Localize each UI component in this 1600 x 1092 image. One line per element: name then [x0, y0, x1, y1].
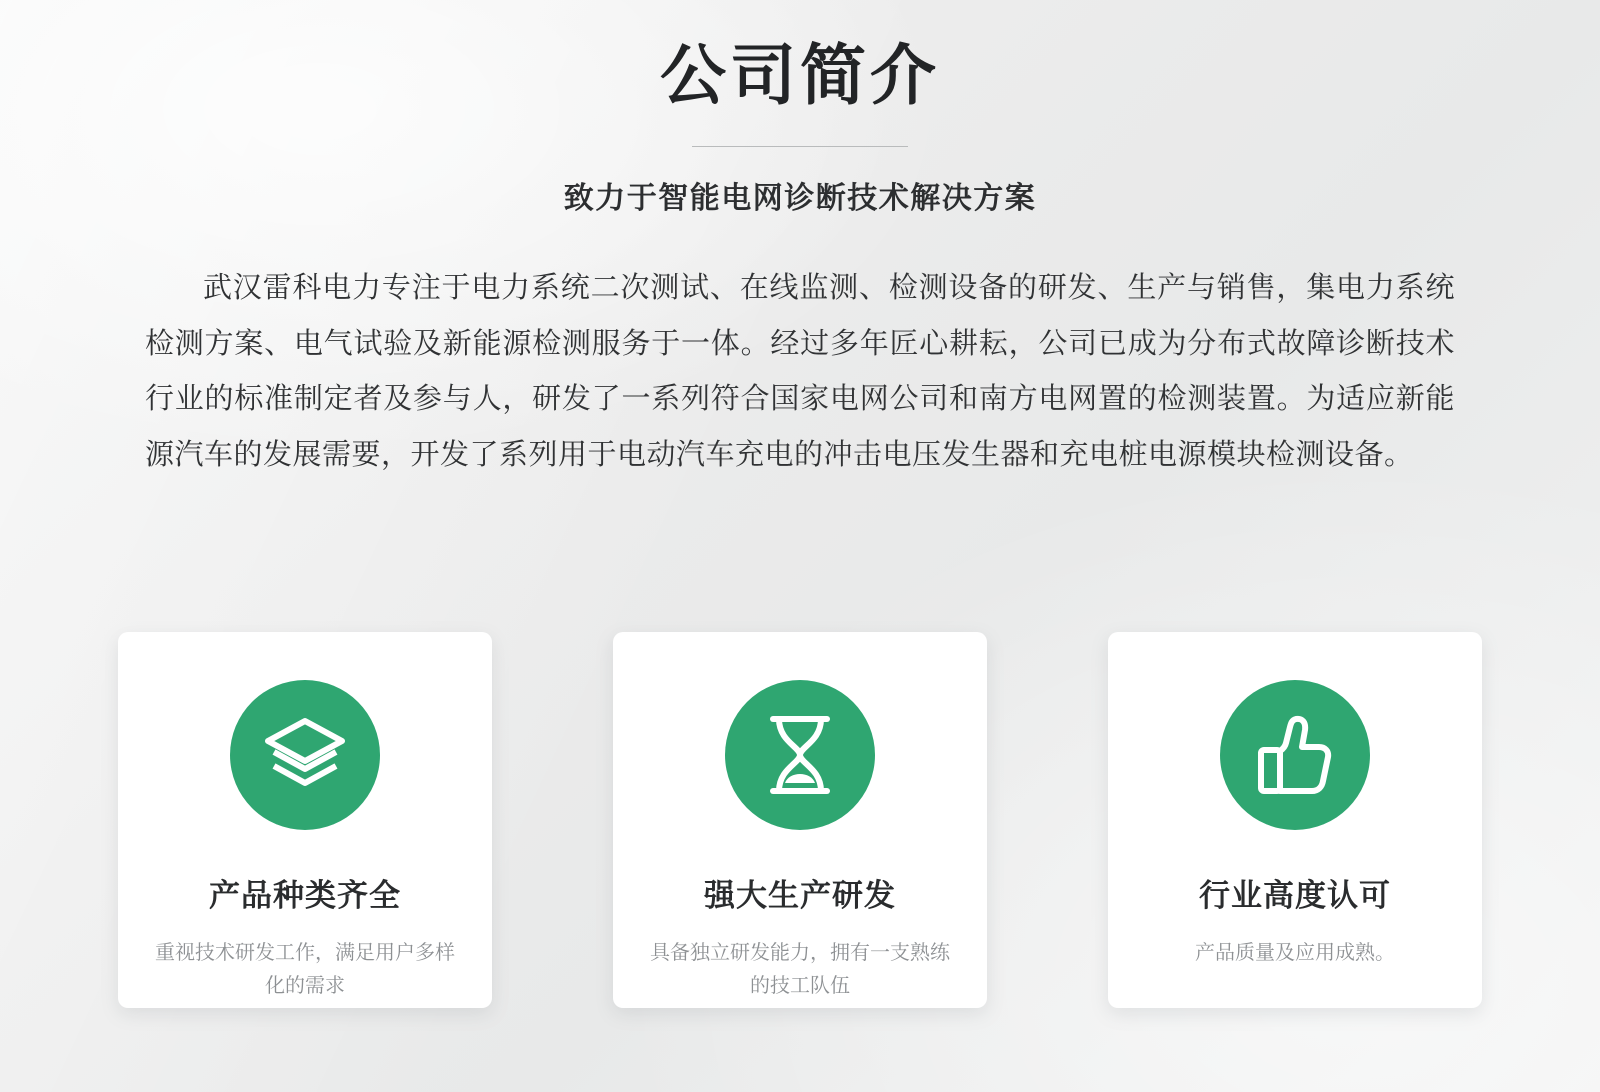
- feature-card-title: 产品种类齐全: [209, 878, 401, 913]
- hourglass-icon: [725, 680, 875, 830]
- thumbs-up-icon: [1220, 680, 1370, 830]
- feature-card-desc: 重视技术研发工作，满足用户多样化的需求: [155, 942, 455, 997]
- feature-card-title: 行业高度认可: [1199, 878, 1391, 913]
- feature-card-list: [118, 632, 1482, 1008]
- feature-card: [118, 632, 492, 1008]
- feature-card-desc: 具备独立研发能力，拥有一支熟练的技工队伍: [650, 942, 950, 997]
- feature-card: [613, 632, 987, 1008]
- layers-icon: [230, 680, 380, 830]
- feature-card: [1108, 632, 1482, 1008]
- page-subtitle: 致力于智能电网诊断技术解决方案: [563, 181, 1037, 215]
- intro-paragraph: 武汉雷科电力专注于电力系统二次测试、在线监测、检测设备的研发、生产与销售，集电力系统检测方案、电气试验及新能源检测服务于一体。经过多年匠心耕耘，公司已成为分布式故障诊断技术行业的标准制定者及参与人，研发了一系列符合国家电网公司和南方电网置的检测装置。为适应新能源汽车的发展需要，开发了系列用于电动汽车充电的冲击电压发生器和充电桩电源模块检测设备。: [145, 271, 1455, 471]
- feature-card-title: 强大生产研发: [704, 878, 896, 913]
- page-header: [0, 0, 1600, 217]
- page-title: 公司简介: [660, 38, 940, 112]
- feature-card-desc: 产品质量及应用成熟。: [1195, 942, 1395, 964]
- title-divider: [692, 146, 908, 147]
